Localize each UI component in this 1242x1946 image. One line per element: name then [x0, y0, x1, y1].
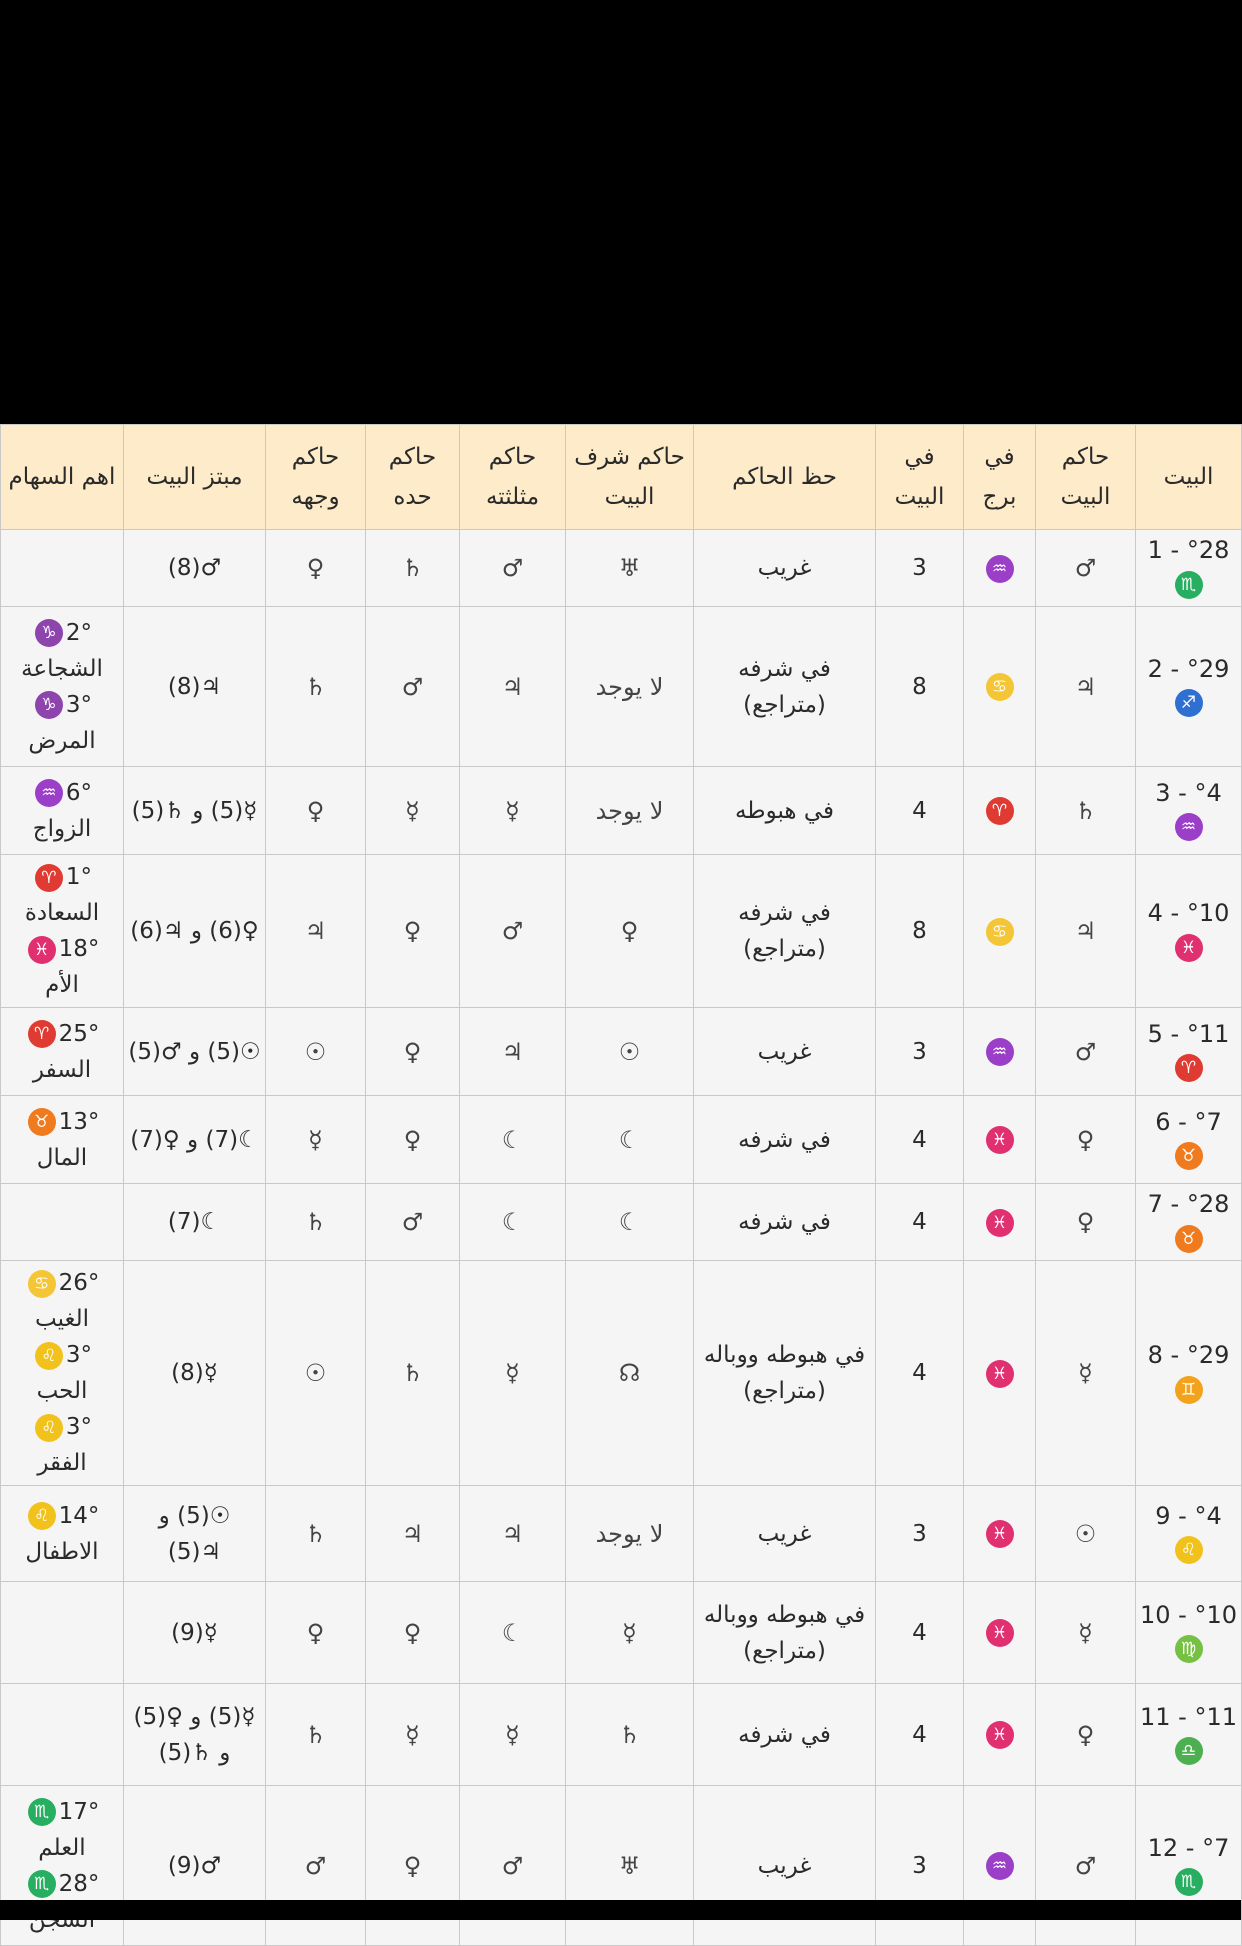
table-row: [1, 767, 1242, 855]
house-ruler-cell: ♀: [1036, 1096, 1136, 1184]
in-sign-cell: [964, 855, 1036, 1008]
in-sign-cell: [964, 607, 1036, 767]
face-ruler-cell: ♀: [266, 767, 366, 855]
zodiac-sign-icon: ♑: [35, 619, 63, 647]
lot-name: السفر: [32, 1056, 92, 1083]
house-degree: 5 - °11: [1147, 1019, 1230, 1048]
almuten-cell: ☿(5) و ♄(5): [124, 767, 266, 855]
header-in-house: في البيت: [876, 425, 964, 530]
lot-degree: 25°: [58, 1020, 100, 1047]
header-row: [1, 425, 1242, 530]
in-house-cell: 8: [876, 607, 964, 767]
triplicity-ruler-cell: ☾: [460, 1184, 566, 1261]
face-ruler-cell: ♄: [266, 1184, 366, 1261]
lots-cell: [1, 1184, 124, 1261]
zodiac-sign-icon: ♋: [986, 918, 1014, 946]
in-house-cell: 3: [876, 1786, 964, 1946]
zodiac-sign-icon: ♏: [28, 1798, 56, 1826]
term-ruler-cell: ♀: [366, 1582, 460, 1684]
house-cell: [1136, 1261, 1242, 1486]
header-exaltation-ruler: حاكم شرف البيت: [566, 425, 694, 530]
zodiac-sign-icon: ♌: [35, 1414, 63, 1442]
lot-name: المرض: [28, 727, 96, 754]
almuten-cell: ☉(5) و ♃(5): [124, 1486, 266, 1582]
lot-degree: 6°: [65, 779, 93, 806]
zodiac-sign-icon: ♈: [28, 1020, 56, 1048]
face-ruler-cell: ☉: [266, 1261, 366, 1486]
face-ruler-cell: ♀: [266, 1582, 366, 1684]
zodiac-sign-icon: ♓: [986, 1721, 1014, 1749]
lot-degree: 3°: [65, 1414, 93, 1440]
almuten-cell: ☾(7) و ♀(7): [124, 1096, 266, 1184]
exaltation-ruler-cell: ☊: [566, 1261, 694, 1486]
term-ruler-cell: ♄: [366, 530, 460, 607]
house-cell: [1136, 607, 1242, 767]
in-sign-cell: [964, 530, 1036, 607]
in-sign-cell: [964, 1008, 1036, 1096]
zodiac-sign-icon: ♉: [1175, 1225, 1203, 1253]
lot-degree-line: [5, 859, 119, 895]
face-ruler-cell: ♃: [266, 855, 366, 1008]
table-body: [1, 530, 1242, 1946]
lots-cell: [1, 1786, 124, 1946]
header-almuten: مبتز البيت: [124, 425, 266, 530]
zodiac-sign-icon: ♓: [986, 1619, 1014, 1647]
zodiac-sign-icon: ♈: [986, 797, 1014, 825]
lot-degree-line: [5, 1265, 119, 1301]
exaltation-ruler-cell: لا يوجد: [566, 1486, 694, 1582]
almuten-cell: ♀(6) و ♃(6): [124, 855, 266, 1008]
almuten-cell: ☿(9): [124, 1582, 266, 1684]
zodiac-sign-icon: ♓: [1175, 934, 1203, 962]
house-ruler-cell: ♄: [1036, 767, 1136, 855]
zodiac-sign-icon: ♒: [35, 779, 63, 807]
lot-degree: 1°: [65, 864, 93, 890]
dignity-cell: في هبوطه ووباله (متراجع): [694, 1261, 876, 1486]
lot-degree-line: [5, 1794, 119, 1830]
lot-degree-line: [5, 615, 119, 651]
zodiac-sign-icon: ♓: [986, 1209, 1014, 1237]
houses-table-container[interactable]: [0, 424, 1241, 1900]
term-ruler-cell: ♄: [366, 1261, 460, 1486]
house-degree: 10 - °10: [1140, 1600, 1237, 1629]
term-ruler-cell: ♃: [366, 1486, 460, 1582]
header-house-ruler: حاكم البيت: [1036, 425, 1136, 530]
table-row: [1, 1684, 1242, 1786]
house-degree: 4 - °10: [1147, 899, 1230, 927]
in-sign-cell: [964, 1684, 1036, 1786]
lot-degree: 3°: [65, 691, 93, 718]
table-row: [1, 1486, 1242, 1582]
zodiac-sign-icon: ♋: [28, 1270, 56, 1298]
house-degree: 6 - °7: [1155, 1107, 1222, 1136]
house-ruler-cell: ♃: [1036, 855, 1136, 1008]
face-ruler-cell: ♄: [266, 1684, 366, 1786]
bottom-bar: [0, 1900, 1241, 1920]
zodiac-sign-icon: ♊: [1175, 1376, 1203, 1404]
house-cell: [1136, 1096, 1242, 1184]
dignity-cell: في شرفه: [694, 1684, 876, 1786]
in-house-cell: 4: [876, 767, 964, 855]
house-cell: [1136, 1486, 1242, 1582]
zodiac-sign-icon: ♓: [986, 1126, 1014, 1154]
house-ruler-cell: ♂: [1036, 1008, 1136, 1096]
face-ruler-cell: ♄: [266, 607, 366, 767]
house-ruler-cell: ♃: [1036, 607, 1136, 767]
almuten-cell: ♂(8): [124, 530, 266, 607]
zodiac-sign-icon: ♒: [986, 555, 1014, 583]
house-degree: 7 - °28: [1147, 1190, 1230, 1218]
lot-name: الاطفال: [25, 1538, 99, 1565]
table-row: [1, 855, 1242, 1008]
house-ruler-cell: ☿: [1036, 1582, 1136, 1684]
lot-degree: 18°: [58, 936, 100, 962]
lot-name: العلم: [38, 1834, 86, 1861]
dignity-cell: في هبوطه: [694, 767, 876, 855]
zodiac-sign-icon: ♒: [1175, 813, 1203, 841]
lots-cell: [1, 1008, 124, 1096]
zodiac-sign-icon: ♒: [986, 1852, 1014, 1880]
house-ruler-cell: ☉: [1036, 1486, 1136, 1582]
face-ruler-cell: ♀: [266, 530, 366, 607]
term-ruler-cell: ♂: [366, 1184, 460, 1261]
lot-degree-line: [5, 931, 119, 967]
term-ruler-cell: ♀: [366, 1786, 460, 1946]
zodiac-sign-icon: ♏: [1175, 571, 1203, 599]
exaltation-ruler-cell: ♅: [566, 530, 694, 607]
header-triplicity-ruler: حاكم مثلثته: [460, 425, 566, 530]
term-ruler-cell: ♀: [366, 1008, 460, 1096]
lots-cell: [1, 1684, 124, 1786]
header-term-ruler: حاكم حده: [366, 425, 460, 530]
table-row: [1, 1008, 1242, 1096]
lot-degree-line: [5, 687, 119, 723]
exaltation-ruler-cell: ☾: [566, 1096, 694, 1184]
triplicity-ruler-cell: ♃: [460, 1486, 566, 1582]
almuten-cell: ♃(8): [124, 607, 266, 767]
dignity-cell: غريب: [694, 1008, 876, 1096]
in-house-cell: 8: [876, 855, 964, 1008]
in-house-cell: 4: [876, 1261, 964, 1486]
almuten-cell: ☿(5) و ♀(5) و ♄(5): [124, 1684, 266, 1786]
lot-degree-line: [5, 1016, 119, 1052]
triplicity-ruler-cell: ♂: [460, 530, 566, 607]
table-row: [1, 607, 1242, 767]
lot-name: المال: [36, 1144, 88, 1171]
dignity-cell: غريب: [694, 530, 876, 607]
term-ruler-cell: ☿: [366, 1684, 460, 1786]
face-ruler-cell: ☿: [266, 1096, 366, 1184]
lot-degree: 3°: [65, 1342, 93, 1368]
house-cell: [1136, 767, 1242, 855]
triplicity-ruler-cell: ☿: [460, 767, 566, 855]
lot-degree-line: [5, 1498, 119, 1534]
zodiac-sign-icon: ♐: [1175, 689, 1203, 717]
house-degree: 3 - °4: [1155, 778, 1222, 807]
almuten-cell: ☿(8): [124, 1261, 266, 1486]
triplicity-ruler-cell: ♃: [460, 1008, 566, 1096]
lot-degree: 2°: [65, 619, 93, 646]
house-ruler-cell: ♂: [1036, 1786, 1136, 1946]
house-degree: 11 - °11: [1140, 1702, 1237, 1731]
lot-degree: 28°: [58, 1870, 100, 1897]
table-row: [1, 1786, 1242, 1946]
house-cell: [1136, 1184, 1242, 1261]
header-face-ruler: حاكم وجهه: [266, 425, 366, 530]
term-ruler-cell: ☿: [366, 767, 460, 855]
in-house-cell: 4: [876, 1184, 964, 1261]
dignity-cell: غريب: [694, 1786, 876, 1946]
zodiac-sign-icon: ♏: [1175, 1868, 1203, 1896]
house-cell: [1136, 1582, 1242, 1684]
lot-degree-line: [5, 1337, 119, 1373]
lot-name: الشجاعة: [21, 655, 103, 682]
header-lots: اهم السهام: [1, 425, 124, 530]
exaltation-ruler-cell: ♅: [566, 1786, 694, 1946]
house-cell: [1136, 530, 1242, 607]
dignity-cell: في شرفه (متراجع): [694, 855, 876, 1008]
triplicity-ruler-cell: ♃: [460, 607, 566, 767]
lots-cell: [1, 1486, 124, 1582]
zodiac-sign-icon: ♍: [1175, 1635, 1203, 1663]
term-ruler-cell: ♂: [366, 607, 460, 767]
lot-name: الزواج: [32, 815, 92, 842]
zodiac-sign-icon: ♏: [28, 1870, 56, 1898]
triplicity-ruler-cell: ☿: [460, 1684, 566, 1786]
lot-degree-line: [5, 1866, 119, 1902]
zodiac-sign-icon: ♌: [1175, 1536, 1203, 1564]
house-ruler-cell: ♂: [1036, 530, 1136, 607]
table-row: [1, 1582, 1242, 1684]
lots-cell: [1, 855, 124, 1008]
almuten-cell: ♂(9): [124, 1786, 266, 1946]
zodiac-sign-icon: ♎: [1175, 1737, 1203, 1765]
zodiac-sign-icon: ♋: [986, 673, 1014, 701]
lots-cell: [1, 1261, 124, 1486]
lot-name: السعادة: [24, 900, 100, 926]
in-house-cell: 4: [876, 1684, 964, 1786]
house-cell: [1136, 1684, 1242, 1786]
face-ruler-cell: ♂: [266, 1786, 366, 1946]
zodiac-sign-icon: ♈: [1175, 1054, 1203, 1082]
exaltation-ruler-cell: ☉: [566, 1008, 694, 1096]
lots-cell: [1, 1096, 124, 1184]
house-degree: 8 - °29: [1147, 1341, 1230, 1369]
in-sign-cell: [964, 1486, 1036, 1582]
in-sign-cell: [964, 767, 1036, 855]
header-in-sign: في برج: [964, 425, 1036, 530]
triplicity-ruler-cell: ♂: [460, 1786, 566, 1946]
in-house-cell: 4: [876, 1582, 964, 1684]
dignity-cell: في هبوطه ووباله (متراجع): [694, 1582, 876, 1684]
lot-name: الحب: [36, 1378, 88, 1404]
zodiac-sign-icon: ♉: [28, 1108, 56, 1136]
in-house-cell: 3: [876, 1486, 964, 1582]
zodiac-sign-icon: ♑: [35, 691, 63, 719]
in-sign-cell: [964, 1582, 1036, 1684]
header-house: البيت: [1136, 425, 1242, 530]
lot-name: الأم: [45, 972, 79, 998]
zodiac-sign-icon: ♓: [986, 1520, 1014, 1548]
in-sign-cell: [964, 1261, 1036, 1486]
house-ruler-cell: ☿: [1036, 1261, 1136, 1486]
lot-degree-line: [5, 1104, 119, 1140]
zodiac-sign-icon: ♓: [28, 936, 56, 964]
lots-cell: [1, 530, 124, 607]
dignity-cell: في شرفه (متراجع): [694, 607, 876, 767]
house-degree: 1 - °28: [1147, 536, 1230, 564]
lot-degree: 14°: [58, 1502, 100, 1529]
triplicity-ruler-cell: ☾: [460, 1582, 566, 1684]
zodiac-sign-icon: ♈: [35, 864, 63, 892]
term-ruler-cell: ♀: [366, 855, 460, 1008]
exaltation-ruler-cell: لا يوجد: [566, 607, 694, 767]
header-ruler-dignity: حظ الحاكم: [694, 425, 876, 530]
almuten-cell: ☾(7): [124, 1184, 266, 1261]
house-cell: [1136, 855, 1242, 1008]
triplicity-ruler-cell: ☾: [460, 1096, 566, 1184]
exaltation-ruler-cell: ☿: [566, 1582, 694, 1684]
lots-cell: [1, 767, 124, 855]
lot-degree-line: [5, 1409, 119, 1445]
zodiac-sign-icon: ♌: [28, 1502, 56, 1530]
dignity-cell: في شرفه: [694, 1096, 876, 1184]
zodiac-sign-icon: ♉: [1175, 1142, 1203, 1170]
in-house-cell: 4: [876, 1096, 964, 1184]
face-ruler-cell: ☉: [266, 1008, 366, 1096]
table-row: [1, 1184, 1242, 1261]
house-degree: 12 - °7: [1147, 1833, 1230, 1862]
in-house-cell: 3: [876, 530, 964, 607]
triplicity-ruler-cell: ☿: [460, 1261, 566, 1486]
in-house-cell: 3: [876, 1008, 964, 1096]
in-sign-cell: [964, 1096, 1036, 1184]
table-row: [1, 530, 1242, 607]
lot-degree: 26°: [58, 1270, 100, 1296]
exaltation-ruler-cell: لا يوجد: [566, 767, 694, 855]
zodiac-sign-icon: ♌: [35, 1342, 63, 1370]
lot-degree: 17°: [58, 1798, 100, 1825]
house-cell: [1136, 1786, 1242, 1946]
zodiac-sign-icon: ♓: [986, 1360, 1014, 1388]
in-sign-cell: [964, 1786, 1036, 1946]
triplicity-ruler-cell: ♂: [460, 855, 566, 1008]
face-ruler-cell: ♄: [266, 1486, 366, 1582]
term-ruler-cell: ♀: [366, 1096, 460, 1184]
zodiac-sign-icon: ♒: [986, 1038, 1014, 1066]
almuten-cell: ☉(5) و ♂(5): [124, 1008, 266, 1096]
house-degree: 9 - °4: [1155, 1501, 1222, 1530]
dignity-cell: في شرفه: [694, 1184, 876, 1261]
lot-name: الغيب: [34, 1306, 90, 1332]
exaltation-ruler-cell: ☾: [566, 1184, 694, 1261]
houses-table: [0, 424, 1242, 1946]
lot-degree: 13°: [58, 1108, 100, 1135]
dignity-cell: غريب: [694, 1486, 876, 1582]
table-row: [1, 1261, 1242, 1486]
lots-cell: [1, 607, 124, 767]
lot-name: الفقر: [37, 1450, 87, 1476]
house-degree: 2 - °29: [1147, 654, 1230, 683]
lot-degree-line: [5, 775, 119, 811]
house-ruler-cell: ♀: [1036, 1184, 1136, 1261]
table-row: [1, 1096, 1242, 1184]
exaltation-ruler-cell: ♄: [566, 1684, 694, 1786]
lots-cell: [1, 1582, 124, 1684]
house-cell: [1136, 1008, 1242, 1096]
house-ruler-cell: ♀: [1036, 1684, 1136, 1786]
in-sign-cell: [964, 1184, 1036, 1261]
exaltation-ruler-cell: ♀: [566, 855, 694, 1008]
